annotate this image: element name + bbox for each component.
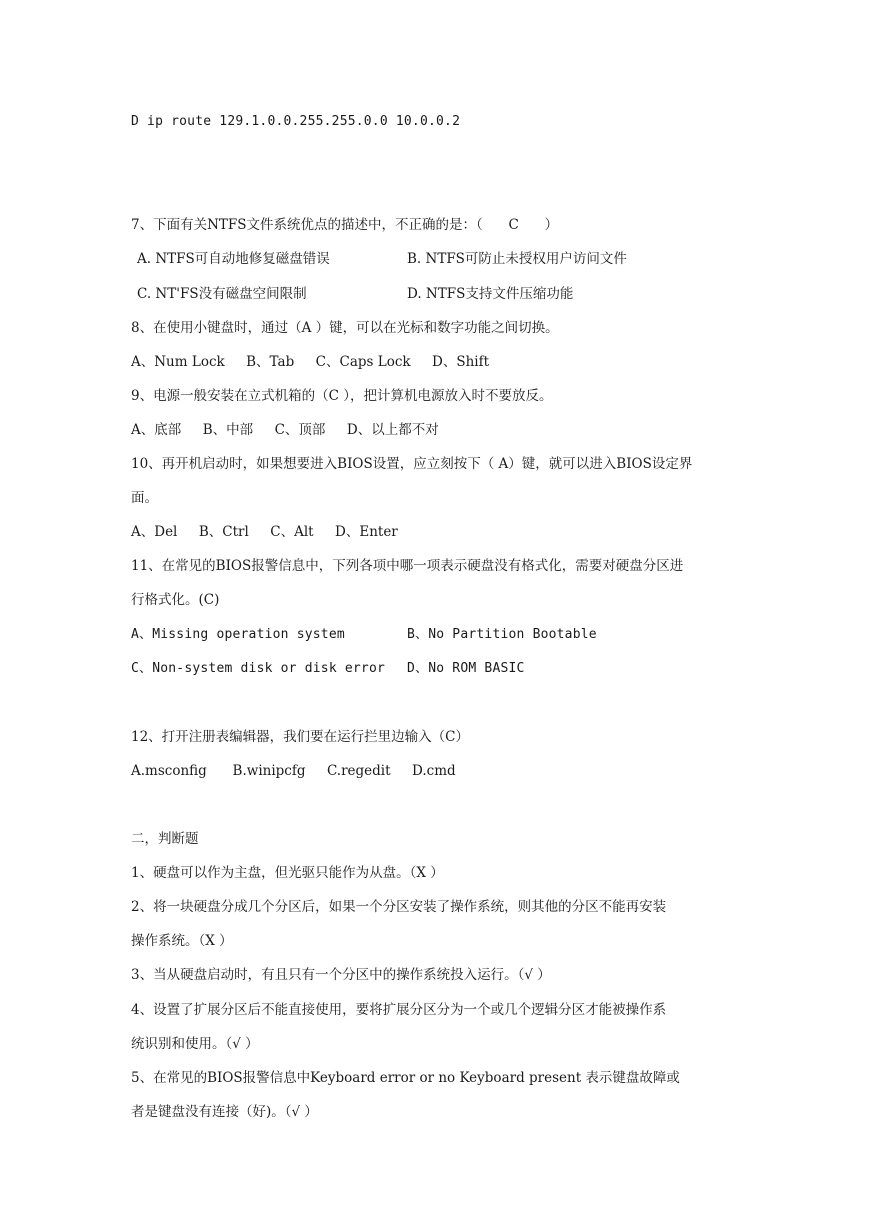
section-title: 二，判断题 <box>131 831 199 847</box>
q11-option-d: D、No ROM BASIC <box>407 661 525 676</box>
judgment-2-line1: 2、将一块硬盘分成几个分区后，如果一个分区安装了操作系统，则其他的分区不能再安装 <box>131 899 667 915</box>
judgment-4-line1: 4、设置了扩展分区后不能直接使用，要将扩展分区分为一个或几个逻辑分区才能被操作系 <box>131 1002 667 1018</box>
q11-stem-line1: 11、在常见的BIOS报警信息中，下列各项中哪一项表示硬盘没有格式化，需要对硬盘分区进 <box>131 558 684 574</box>
q11-option-a: A、Missing operation system <box>131 627 345 642</box>
q10-stem-line1: 10、再开机启动时，如果想要进入BIOS设置，应立刻按下（ A）键，就可以进入BIOS设定界 <box>131 456 693 472</box>
q6-option-d: D ip route 129.1.0.0.255.255.0.0 10.0.0.2 <box>131 114 461 129</box>
judgment-4-line2: 统识别和使用。（√ ） <box>131 1036 259 1052</box>
q7-option-d: D. NTFS支持文件压缩功能 <box>407 286 574 302</box>
q7-stem: 7、下面有关NTFS文件系统优点的描述中，不正确的是：（ C ） <box>131 217 559 233</box>
q11-stem-line2: 行格式化。(C) <box>131 592 220 608</box>
q9-stem: 9、电源一般安装在立式机箱的（C ），把计算机电源放入时不要放反。 <box>131 388 553 404</box>
judgment-5-line2: 者是键盘没有连接（好)。（√ ） <box>131 1104 318 1120</box>
judgment-2-line2: 操作系统。（X ） <box>131 933 233 949</box>
judgment-5-line1: 5、在常见的BIOS报警信息中Keyboard error or no Keyboard present 表示键盘故障或 <box>131 1070 680 1086</box>
judgment-1: 1、硬盘可以作为主盘，但光驱只能作为从盘。（X ） <box>131 865 444 881</box>
q7-option-b: B. NTFS可防止未授权用户访问文件 <box>407 251 627 267</box>
q10-options: A、Del B、Ctrl C、Alt D、Enter <box>131 524 398 540</box>
q8-options: A、Num Lock B、Tab C、Caps Lock D、Shift <box>131 354 490 370</box>
q9-options: A、底部 B、中部 C、顶部 D、以上都不对 <box>131 422 439 438</box>
q11-option-b: B、No Partition Bootable <box>407 627 597 642</box>
q8-stem: 8、在使用小键盘时，通过（A ）键，可以在光标和数字功能之间切换。 <box>131 320 559 336</box>
q10-stem-line2: 面。 <box>131 490 158 506</box>
q11-option-c: C、Non-system disk or disk error <box>131 661 385 676</box>
q12-stem: 12、打开注册表编辑器，我们要在运行拦里边输入（C） <box>131 729 470 745</box>
q7-option-c: C. NT'FS没有磁盘空间限制 <box>137 286 307 302</box>
q7-option-a: A. NTFS可自动地修复磁盘错误 <box>137 251 330 267</box>
judgment-3: 3、当从硬盘启动时，有且只有一个分区中的操作系统投入运行。（√ ） <box>131 967 551 983</box>
q12-options: A.msconfig B.winipcfg C.regedit D.cmd <box>131 763 456 779</box>
